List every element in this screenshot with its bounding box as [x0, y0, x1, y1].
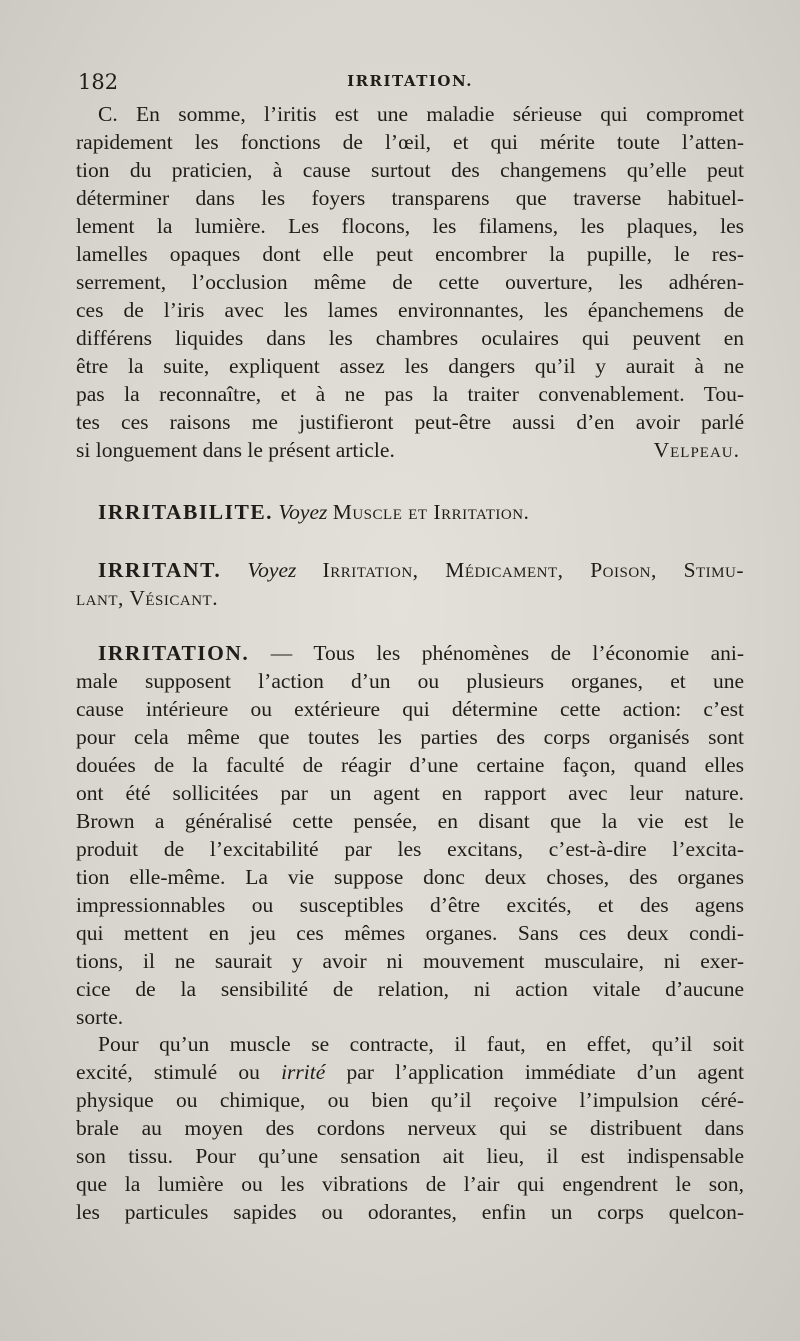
cross-reference: Irritation, Médicament, Poison, Stimu- — [322, 558, 745, 582]
text-line-last — [76, 436, 744, 464]
text-line: Brown a généralisé cette pensée, en disant que la vie est le — [76, 809, 744, 833]
text-line: les particules sapides ou odorantes, enfin un corps quelcon- — [76, 1200, 744, 1224]
text-line: être la suite, expliquent assez les dangers qu’il y aurait à ne — [76, 354, 744, 378]
text-line: que la lumière ou les vibrations de l’air qui engendrent le son, — [76, 1172, 744, 1196]
text-line — [76, 639, 744, 667]
paragraph-iritis-conclusion — [76, 100, 744, 464]
voyez-label: Voyez — [278, 500, 328, 524]
entry-irritabilite — [76, 498, 744, 526]
text-line: lement la lumière. Les flocons, les filamens, les plaques, les — [76, 214, 744, 238]
entry-headword: IRRITABILITE. — [98, 500, 274, 524]
text-fragment: excité, stimulé ou — [76, 1060, 260, 1084]
text-line: douées de la faculté de réagir d’une certaine façon, quand elles — [76, 753, 744, 777]
page-number: 182 — [78, 70, 119, 94]
text-line: brale au moyen des cordons nerveux qui se distribuent dans — [76, 1116, 744, 1140]
voyez-label: Voyez — [247, 558, 297, 582]
italic-word: irrité — [281, 1060, 326, 1084]
running-head: IRRITATION. — [347, 72, 473, 90]
text-line: son tissu. Pour qu’une sensation ait lieu, il est indispensable — [76, 1144, 744, 1168]
cross-reference-continued: lant, Vésicant. — [76, 586, 219, 610]
text-line: tions, il ne saurait y avoir ni mouvement musculaire, ni exer- — [76, 949, 744, 973]
text-line: produit de l’excitabilité par les excitans, c’est-à-dire l’excita- — [76, 837, 744, 861]
text-line: serrement, l’occlusion même de cette ouverture, les adhéren- — [76, 270, 744, 294]
text-line — [76, 556, 744, 584]
text-line: ont été sollicitées par un agent en rapport avec leur nature. — [76, 781, 744, 805]
text-line: C. En somme, l’iritis est une maladie sérieuse qui compromet — [98, 102, 744, 126]
entry-text-start: — Tous les phénomènes de l’économie ani- — [270, 641, 745, 665]
text-fragment: par l’application immédiate d’un agent — [346, 1060, 745, 1084]
text-line: qui mettent en jeu ces mêmes organes. Sans ces deux condi- — [76, 921, 744, 945]
text-line-last: sorte. — [76, 1005, 124, 1029]
text-line: male supposent l’action d’un ou plusieurs organes, et une — [76, 669, 744, 693]
text-line: tion du praticien, à cause surtout des changemens qu’elle peut — [76, 158, 744, 182]
text-line: pour cela même que toutes les parties des corps organisés sont — [76, 725, 744, 749]
text-line: tes ces raisons me justifieront peut-être aussi d’en avoir parlé — [76, 410, 744, 434]
text-line: Pour qu’un muscle se contracte, il faut, en effet, qu’il soit — [98, 1032, 744, 1056]
text-line — [76, 1058, 744, 1086]
entry-headword: IRRITATION. — [98, 641, 250, 665]
entry-headword: IRRITANT. — [98, 558, 222, 582]
text-line: tion elle-même. La vie suppose donc deux choses, des organes — [76, 865, 744, 889]
text-line: rapidement les fonctions de l’œil, et qui mérite toute l’atten- — [76, 130, 744, 154]
text-line: cause intérieure ou extérieure qui détermine cette action: c’est — [76, 697, 744, 721]
text-line: cice de la sensibilité de relation, ni action vitale d’aucune — [76, 977, 744, 1001]
page-header — [78, 70, 742, 100]
text-line: physique ou chimique, ou bien qu’il reçoive l’impulsion céré- — [76, 1088, 744, 1112]
text-line: impressionnables ou susceptibles d’être excités, et des agens — [76, 893, 744, 917]
text-line: déterminer dans les foyers transparens que traverse habituel- — [76, 186, 744, 210]
text-line: ces de l’iris avec les lames environnantes, les épanchemens de — [76, 298, 744, 322]
text-line: lamelles opaques dont elle peut encombrer la pupille, le res- — [76, 242, 744, 266]
author-signature: Velpeau. — [653, 438, 740, 462]
last-line-text: si longuement dans le présent article. — [76, 438, 395, 462]
text-line: différens liquides dans les chambres oculaires qui peuvent en — [76, 326, 744, 350]
paragraph-muscle-contraction — [76, 1030, 744, 1226]
entry-irritation — [76, 639, 744, 1031]
text-line: pas la reconnaître, et à ne pas la traiter convenablement. Tou- — [76, 382, 744, 406]
entry-irritant — [76, 556, 744, 612]
cross-reference: Muscle et Irritation. — [332, 500, 530, 524]
